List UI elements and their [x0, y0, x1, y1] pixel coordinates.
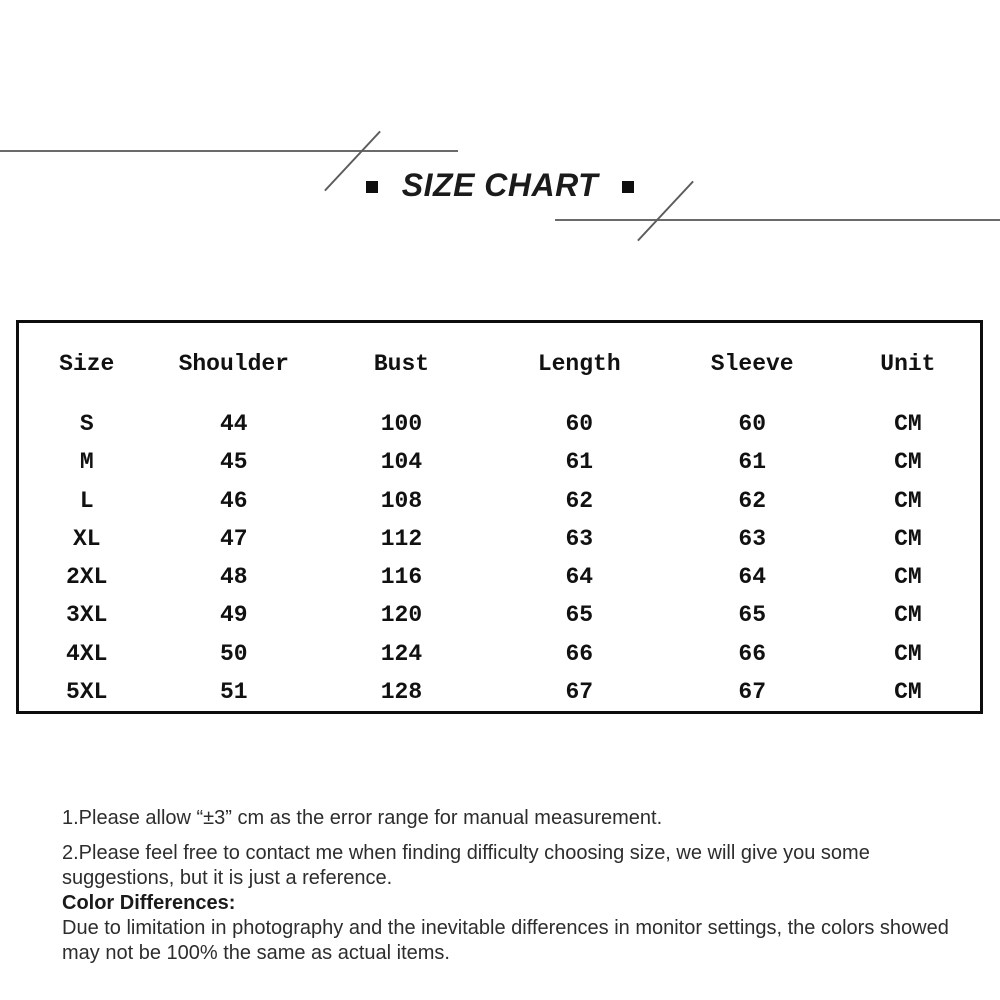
table-row [19, 596, 980, 634]
table-cell: 120 [380, 602, 423, 629]
column-header-shoulder: Shoulder [178, 351, 289, 377]
table-cell: CM [894, 449, 922, 476]
table-cell: 67 [738, 678, 767, 705]
square-bullet-left-icon [366, 181, 378, 193]
table-cell: 50 [219, 640, 248, 667]
table-cell: 61 [565, 449, 594, 476]
measurement-note: 1.Please allow “±3” cm as the error range for manual measurement. [62, 807, 663, 829]
table-cell: 49 [219, 602, 248, 629]
table-row [19, 405, 980, 443]
right-rule-line [555, 219, 1000, 221]
table-cell: 128 [380, 678, 423, 705]
table-cell: 48 [219, 564, 248, 591]
table-row [19, 673, 980, 711]
table-cell: CM [894, 487, 922, 514]
table-cell: CM [894, 640, 922, 667]
table-cell: 67 [565, 678, 594, 705]
table-cell: 65 [738, 602, 767, 629]
table-cell: 64 [738, 564, 767, 591]
table-row [19, 482, 980, 520]
column-header-unit: Unit [880, 351, 936, 377]
table-cell: 62 [565, 487, 594, 514]
table-cell: 61 [738, 449, 767, 476]
table-cell: CM [894, 564, 922, 591]
table-cell: M [79, 449, 94, 476]
sizing-advice-note: 2.Please feel free to contact me when finding difficulty choosing size, we will give you some suggestions, but it is just a reference. [62, 842, 870, 889]
table-cell: 3XL [66, 602, 108, 629]
table-cell: 2XL [66, 564, 108, 591]
title-row [0, 167, 1000, 204]
table-cell: 63 [738, 525, 767, 552]
table-cell: 104 [380, 449, 423, 476]
table-cell: 116 [380, 564, 423, 591]
table-cell: 66 [565, 640, 594, 667]
table-row [19, 558, 980, 596]
table-cell: 51 [219, 678, 248, 705]
column-header-length: Length [537, 351, 621, 377]
table-cell: L [79, 487, 94, 514]
square-bullet-right-icon [622, 181, 634, 193]
column-header-size: Size [59, 351, 115, 377]
table-cell: 112 [380, 525, 423, 552]
left-rule-line [0, 150, 458, 152]
table-cell: 44 [219, 411, 248, 438]
table-cell: S [79, 411, 94, 438]
table-cell: CM [894, 602, 922, 629]
table-row [19, 520, 980, 558]
column-header-sleeve: Sleeve [710, 351, 794, 377]
table-cell: CM [894, 411, 922, 438]
table-cell: 64 [565, 564, 594, 591]
table-cell: CM [894, 678, 922, 705]
column-header-bust: Bust [373, 351, 430, 377]
table-cell: 66 [738, 640, 767, 667]
table-header-row [19, 323, 980, 405]
table-row [19, 635, 980, 673]
table-cell: 60 [738, 411, 767, 438]
table-cell: 47 [219, 525, 248, 552]
table-cell: 63 [565, 525, 594, 552]
table-cell: CM [894, 525, 922, 552]
table-cell: 45 [219, 449, 248, 476]
notes-section [62, 806, 982, 966]
table-cell: 4XL [66, 640, 108, 667]
table-cell: XL [72, 525, 101, 552]
table-cell: 5XL [66, 678, 108, 705]
table-cell: 65 [565, 602, 594, 629]
table-cell: 46 [219, 487, 248, 514]
table-cell: 100 [380, 411, 423, 438]
table-cell: 124 [380, 640, 423, 667]
table-cell: 62 [738, 487, 767, 514]
color-differences-note: Due to limitation in photography and the inevitable differences in monitor settings, the colors showed may not be 100% the same as actual items. [62, 917, 949, 964]
size-chart-table [16, 320, 983, 714]
table-row [19, 443, 980, 481]
table-body [19, 405, 980, 711]
color-differences-heading: Color Differences: [62, 892, 236, 914]
table-cell: 108 [380, 487, 423, 514]
table-cell: 60 [565, 411, 594, 438]
page-title: SIZE CHART [401, 167, 599, 203]
